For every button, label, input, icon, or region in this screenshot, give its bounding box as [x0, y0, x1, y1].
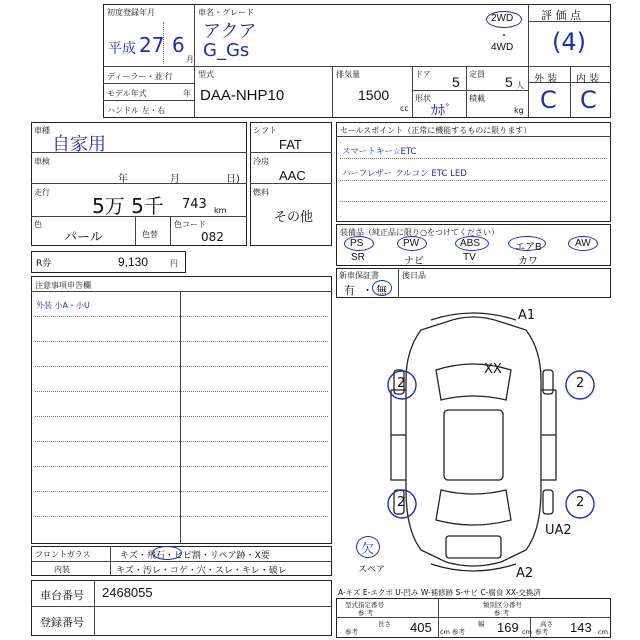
- car-name-label: 車名・グレード: [198, 8, 254, 17]
- shape-label: 形状: [415, 94, 431, 103]
- rating-value: (4): [552, 28, 586, 56]
- mark-ua2: UA2: [545, 523, 572, 538]
- color-value: パール: [64, 230, 103, 245]
- usage-type-label: 車種: [34, 126, 50, 135]
- recycle-unit: 円: [170, 259, 178, 268]
- recycle-value: 9,130: [118, 255, 149, 269]
- cert-sub: 参 考: [358, 609, 374, 617]
- handle-label: ハンドル 左・右: [107, 106, 166, 115]
- length-label: 長さ: [378, 620, 391, 628]
- class-label: 類別区分番号: [483, 601, 522, 609]
- usage-type-value: 自家用: [52, 134, 106, 155]
- type-value: DAA-NHP10: [200, 87, 285, 104]
- equip-abs: ABS: [460, 238, 481, 249]
- glass-value: キズ・飛石・ヒビ割・リペア跡・X要: [120, 551, 270, 561]
- equip-airbag-circle: [508, 236, 546, 251]
- fuel-label: 燃料: [253, 188, 269, 197]
- exterior-grade: C: [540, 86, 557, 114]
- class-sub: 参 考: [494, 609, 510, 617]
- door-label: ドア: [415, 70, 431, 79]
- load-label: 積載: [469, 94, 485, 103]
- spare-label: スペア: [358, 565, 386, 575]
- equip-ps: PS: [350, 238, 364, 249]
- rating-label: 評 価 点: [541, 9, 581, 22]
- displacement-value: 1500: [358, 87, 390, 103]
- cert-label: 型式指定番号: [345, 601, 384, 609]
- car-name: アクア: [203, 21, 257, 42]
- mileage-small: 743: [182, 197, 207, 212]
- equip-pw-circle: [397, 236, 427, 251]
- mileage-value: 5万 5千: [92, 194, 164, 218]
- wheel-left-front: 2: [397, 376, 406, 391]
- color-code-value: 082: [201, 230, 224, 244]
- inspection-year-unit: 年: [118, 174, 128, 185]
- warranty-no: 無: [376, 285, 387, 297]
- capacity-value: 5: [505, 74, 513, 90]
- length-value: 405: [410, 620, 432, 635]
- color-label: 色: [34, 220, 42, 229]
- equip-airbag: エアB: [515, 242, 542, 253]
- month-unit: 月: [186, 55, 194, 64]
- sales-points-line1: スマートキー☆ETC: [342, 147, 417, 157]
- height-label: 高さ: [540, 620, 553, 628]
- recycle-frame: [31, 251, 186, 273]
- type-label: 型式: [198, 70, 214, 79]
- registration-label: 登録番号: [40, 616, 84, 629]
- ac-label: 冷房: [253, 157, 269, 166]
- length-ref: 参考: [345, 628, 358, 636]
- km-unit: km: [214, 206, 227, 215]
- equip-aw-circle: [568, 236, 598, 251]
- exterior-label: 外 装: [534, 74, 558, 85]
- after-label: 後日品: [402, 271, 426, 280]
- mark-a2: A2: [516, 566, 534, 581]
- length-unit: cm: [440, 628, 450, 636]
- mileage-label: 走行: [34, 188, 50, 197]
- first-reg-label: 初度登録年月: [107, 8, 155, 17]
- sales-points-line2: ハーフレザー クルコン ETC LED: [342, 169, 467, 179]
- color-change-label: 色替: [142, 230, 158, 239]
- reg-month: 6: [172, 33, 185, 57]
- drive-2wd: 2WD: [491, 13, 514, 24]
- equip-tv: TV: [463, 252, 476, 263]
- height-unit: cm: [598, 628, 608, 636]
- glass-stone-circle: [152, 546, 182, 560]
- equip-navi: ナビ: [404, 256, 424, 267]
- equip-sr: SR: [351, 252, 365, 263]
- warranty-label: 新車保証書: [339, 271, 379, 280]
- door-value: 5: [452, 74, 460, 90]
- dealer-label: ディーラー・並 行: [107, 72, 173, 81]
- chassis-label: 車台番号: [40, 589, 84, 602]
- warranty-no-circle: [372, 280, 392, 296]
- shape-value: ｶﾎﾞ: [431, 103, 452, 119]
- cc-unit: cc: [400, 104, 409, 113]
- displacement-label: 排気量: [336, 70, 360, 79]
- height-value: 143: [570, 620, 592, 635]
- color-code-label: 色コード: [174, 220, 206, 229]
- wheel-right-front: 2: [576, 376, 585, 391]
- drive-4wd: 4WD: [491, 42, 514, 53]
- ac-value: AAC: [279, 168, 306, 183]
- equip-leather: カワ: [518, 256, 538, 267]
- interior-label: 内 装: [576, 74, 600, 85]
- inspection-month-unit: 月: [170, 174, 180, 185]
- equip-pw: PW: [403, 238, 420, 249]
- damage-legend: A-キズ E-エクボ U-凹み W-補修跡 S-サビ C-腐食 XX-交換済: [338, 588, 541, 597]
- reg-year: 27: [139, 33, 165, 57]
- interior-row-label: 内装: [54, 565, 70, 574]
- kg-unit: kg: [514, 106, 524, 115]
- equipment-label: 装備品（純正品に限り○をつけてください）: [340, 228, 499, 237]
- interior-row-value: キズ・汚レ・コゲ・穴・スレ・キレ・破レ: [116, 566, 287, 576]
- shift-value: FAT: [279, 137, 302, 152]
- height-ref: 参考: [535, 628, 548, 636]
- interior-grade: C: [580, 86, 597, 114]
- chassis-value: 2468055: [102, 585, 153, 600]
- recycle-label: R券: [36, 259, 52, 269]
- equip-abs-circle: [455, 236, 489, 251]
- spare-mark: 欠: [361, 542, 375, 557]
- sales-points-label: セールスポイント（正常に機能するものに限ります）: [340, 126, 532, 135]
- fuel-value: その他: [274, 209, 314, 224]
- wheel-left-rear: 2: [397, 495, 406, 510]
- inspection-label: 車検: [34, 157, 50, 166]
- equip-ps-circle: [344, 236, 374, 251]
- capacity-label: 定員: [469, 70, 485, 79]
- wheel-right-rear: 2: [576, 495, 585, 510]
- notes-label: 注意事項申告欄: [35, 281, 91, 290]
- shift-label: シフト: [253, 126, 277, 135]
- width-unit: cm: [522, 628, 532, 636]
- grade: G_Gs: [203, 40, 250, 61]
- width-value: 169: [497, 620, 519, 635]
- equip-aw: AW: [575, 238, 591, 249]
- width-label: 幅: [478, 620, 485, 628]
- model-year-unit: 年: [183, 89, 191, 98]
- mark-a1: A1: [518, 308, 536, 323]
- era: 平成: [108, 41, 136, 57]
- warranty-sep: ・: [362, 285, 373, 297]
- inspection-day-unit: 日): [226, 174, 240, 185]
- width-ref: 参考: [452, 628, 465, 636]
- mark-xx: XX: [484, 362, 502, 377]
- capacity-unit: 人: [516, 81, 524, 90]
- warranty-yes: 有: [344, 285, 355, 297]
- glass-label: フロントガラス: [35, 550, 91, 559]
- notes-line1: 外装 小A・小U: [36, 301, 90, 310]
- drive-sep: ・: [499, 31, 509, 42]
- model-year-label: モデル年式: [107, 89, 147, 98]
